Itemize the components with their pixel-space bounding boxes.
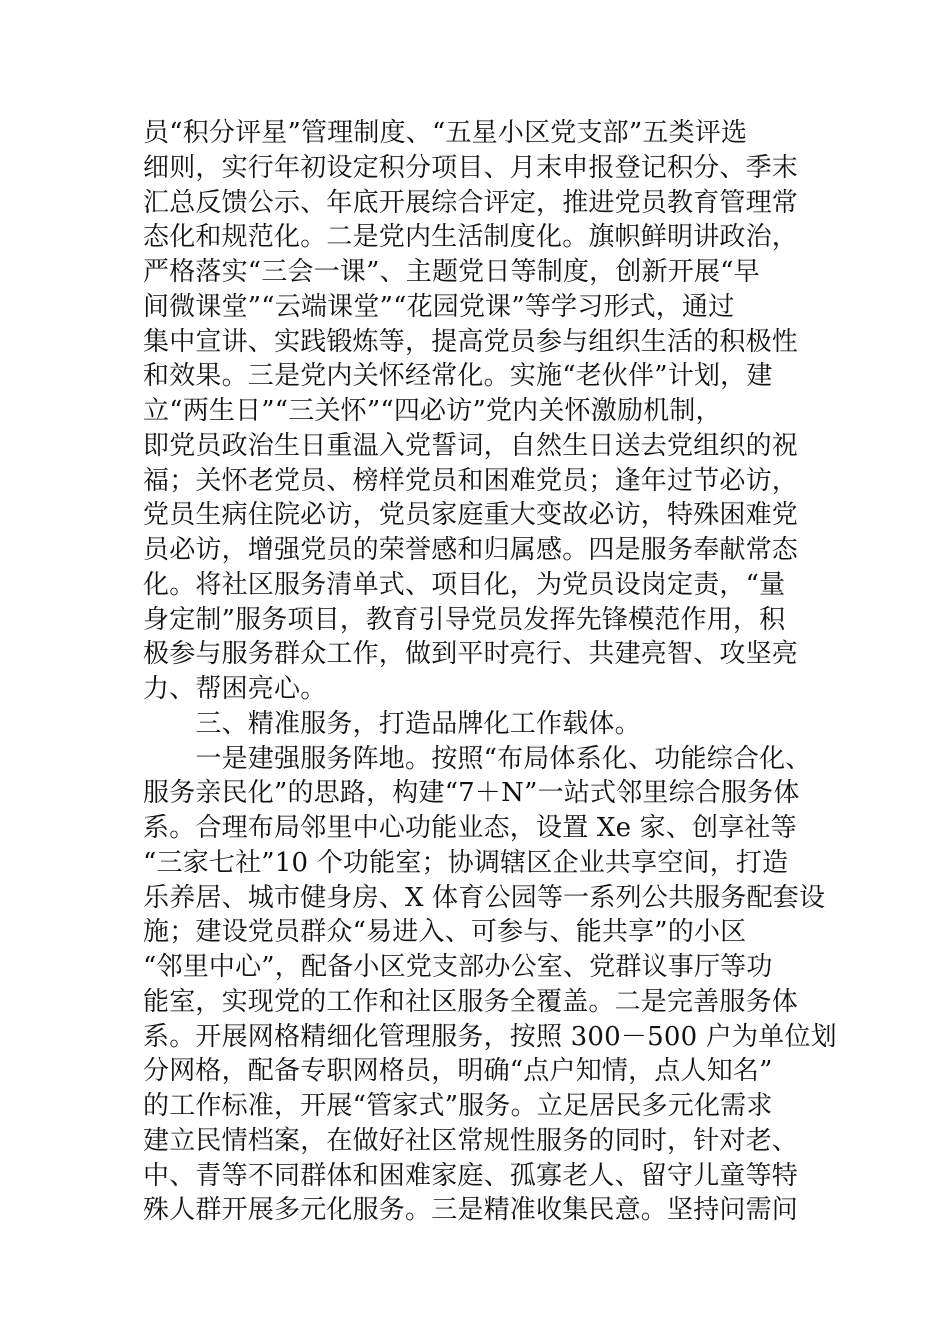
text-line: 身定制”服务项目，教育引导党员发挥先锋模范作用，积 [143,604,786,635]
text-line: 化。将社区服务清单式、项目化，为党员设岗定责，“量 [143,569,786,600]
text-line: 福；关怀老党员、榜样党员和困难党员；逢年过节必访， [143,465,799,496]
text-line: “三家七社”10 个功能室；协调辖区企业共享空间，打造 [143,847,789,878]
text-line: 建立民情档案，在做好社区常规性服务的同时，针对老、 [143,1125,799,1156]
text-line: 的工作标准，开展“管家式”服务。立足居民多元化需求 [143,1091,773,1121]
text-line: 员“积分评星”管理制度、“五星小区党支部”五类评选 [143,118,748,148]
text-line: 能室，实现党的工作和社区服务全覆盖。二是完善服务体 [143,986,799,1017]
text-line: 殊人群开展多元化服务。三是精准收集民意。坚持问需问 [143,1195,799,1226]
text-line: 汇总反馈公示、年底开展综合评定，推进党员教育管理常 [143,187,799,218]
text-line: 严格落实“三会一课”、主题党日等制度，创新开展“早 [143,257,760,287]
text-line: 立“两生日”“三关怀”“四必访”党内关怀激励机制， [143,396,722,426]
text-line: 系。开展网格精细化管理服务，按照 300－500 户为单位划 [143,1021,837,1052]
text-line: 乐养居、城市健身房、X 体育公园等一系列公共服务配套设 [143,882,826,913]
text-line: 一是建强服务阵地。按照“布局体系化、功能综合化、 [143,743,812,774]
text-line: 中、青等不同群体和困难家庭、孤寡老人、留守儿童等特 [143,1160,799,1191]
text-line: 极参与服务群众工作，做到平时亮行、共建亮智、攻坚亮 [143,639,799,670]
document-body [143,116,837,1228]
text-line: 细则，实行年初设定积分项目、月末申报登记积分、季末 [143,152,799,183]
text-line: 即党员政治生日重温入党誓词，自然生日送去党组织的祝 [143,430,799,461]
text-line: 分网格，配备专职网格员，明确“点户知情，点人知名” [143,1056,773,1087]
text-line: 态化和规范化。二是党内生活制度化。旗帜鲜明讲政治， [143,222,799,253]
text-line: 党员生病住院必访，党员家庭重大变故必访，特殊困难党 [143,500,799,531]
text-line: 力、帮困亮心。 [143,674,327,704]
text-line: 员必访，增强党员的荣誉感和归属感。四是服务奉献常态 [143,535,799,565]
text-line: 集中宣讲、实践锻炼等，提高党员参与组织生活的积极性 [143,326,799,357]
text-line: “邻里中心”，配备小区党支部办公室、党群议事厅等功 [143,952,773,982]
text-line: 系。合理布局邻里中心功能业态，设置 Xe 家、创享社等 [143,813,797,843]
section-heading: 三、精准服务，打造品牌化工作载体。 [143,708,641,739]
text-line: 施；建设党员群众“易进入、可参与、能共享”的小区 [143,917,747,948]
text-line: 服务亲民化”的思路，构建“7＋N”一站式邻里综合服务体 [143,778,800,809]
text-line: 和效果。三是党内关怀经常化。实施“老伙伴”计划，建 [143,361,773,392]
text-line: 间微课堂”“云端课堂”“花园党课”等学习形式，通过 [143,291,735,322]
